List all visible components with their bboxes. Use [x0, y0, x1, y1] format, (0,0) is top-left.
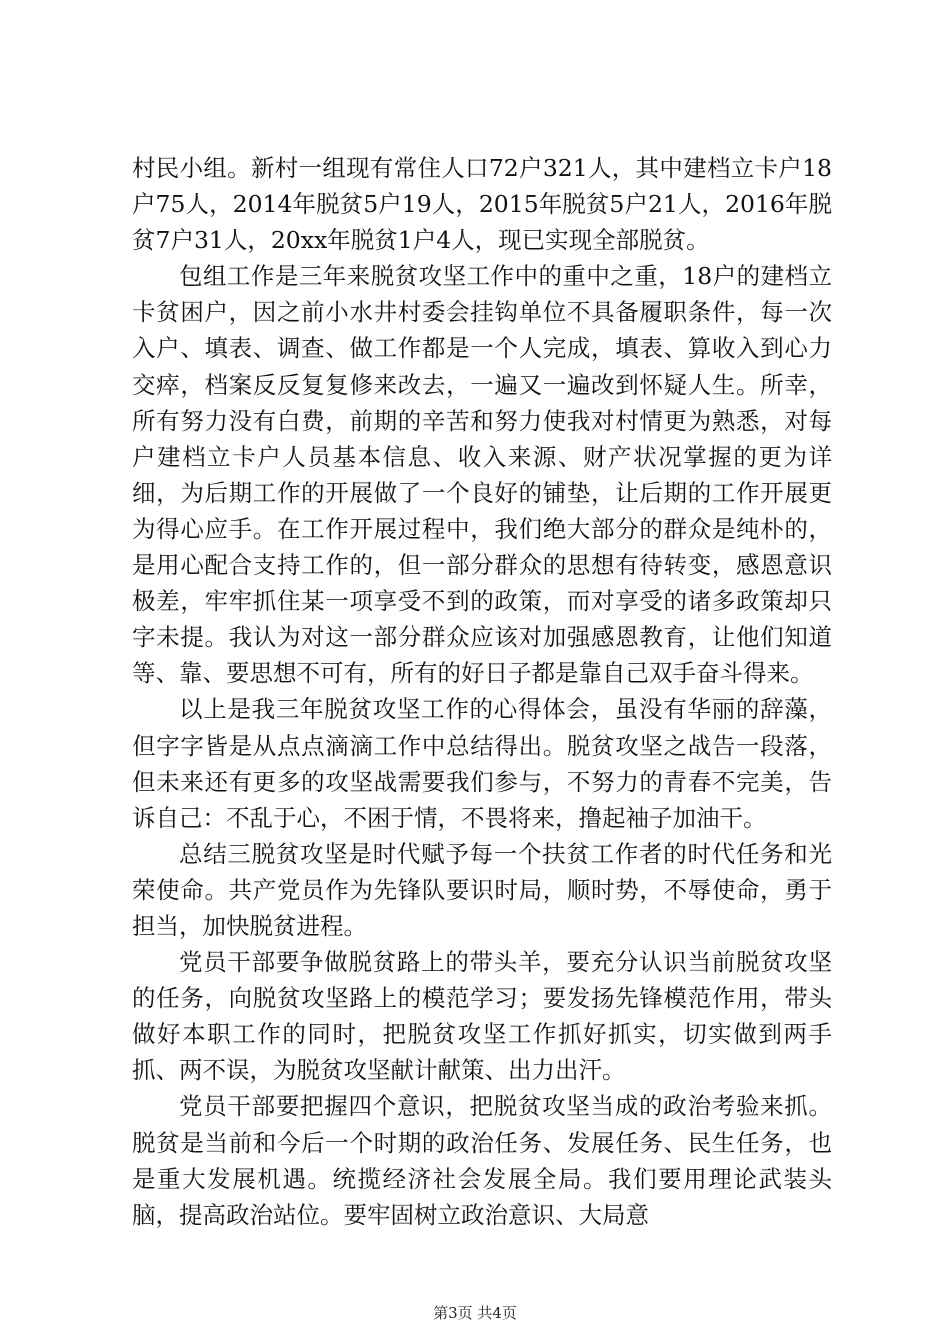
paragraph-4: 总结三脱贫攻坚是时代赋予每一个扶贫工作者的时代任务和光荣使命。共产党员作为先锋队要识时局，顺时势，不辱使命，勇于担当，加快脱贫进程。: [132, 839, 832, 940]
paragraph-2: 包组工作是三年来脱贫攻坚工作中的重中之重，18户的建档立卡贫困户，因之前小水井村委会挂钩单位不具备履职条件，每一次入户、填表、调查、做工作都是一个人完成，填表、算收入到心力交瘁，档案反反复复修来改去，一遍又一遍改到怀疑人生。所幸，所有努力没有白费，前期的辛苦和努力使我对村情更为熟悉，对每户建档立卡户人员基本信息、收入来源、财产状况掌握的更为详细，为后期工作的开展做了一个良好的铺垫，让后期的工作开展更为得心应手。在工作开展过程中，我们绝大部分的群众是纯朴的，是用心配合支持工作的，但一部分群众的思想有待转变，感恩意识极差，牢牢抓住某一项享受不到的政策，而对享受的诸多政策却只字未提。我认为对这一部分群众应该对加强感恩教育，让他们知道等、靠、要思想不可有，所有的好日子都是靠自己双手奋斗得来。: [132, 262, 832, 688]
paragraph-1: 村民小组。新村一组现有常住人口72户321人，其中建档立卡户18户75人，2014年脱贫5户19人，2015年脱贫5户21人，2016年脱贫7户31人，20xx年脱贫1户4人，现已实现全部脱贫。: [132, 154, 832, 255]
paragraph-6: 党员干部要把握四个意识，把脱贫攻坚当成的政治考验来抓。脱贫是当前和今后一个时期的政治任务、发展任务、民生任务，也是重大发展机遇。统揽经济社会发展全局。我们要用理论武装头脑，提高政治站位。要牢固树立政治意识、大局意: [132, 1092, 832, 1229]
document-body: [132, 150, 832, 1233]
paragraph-5: 党员干部要争做脱贫路上的带头羊，要充分认识当前脱贫攻坚的任务，向脱贫攻坚路上的模范学习；要发扬先锋模范作用，带头做好本职工作的同时，把脱贫攻坚工作抓好抓实，切实做到两手抓、两不误，为脱贫攻坚献计献策、出力出汗。: [132, 948, 832, 1085]
paragraph-3: 以上是我三年脱贫攻坚工作的心得体会，虽没有华丽的辞藻，但字字皆是从点点滴滴工作中总结得出。脱贫攻坚之战告一段落，但未来还有更多的攻坚战需要我们参与，不努力的青春不完美，告诉自己：不乱于心，不困于情，不畏将来，撸起袖子加油干。: [132, 695, 832, 832]
page-footer: 第3页 共4页: [433, 1304, 517, 1322]
